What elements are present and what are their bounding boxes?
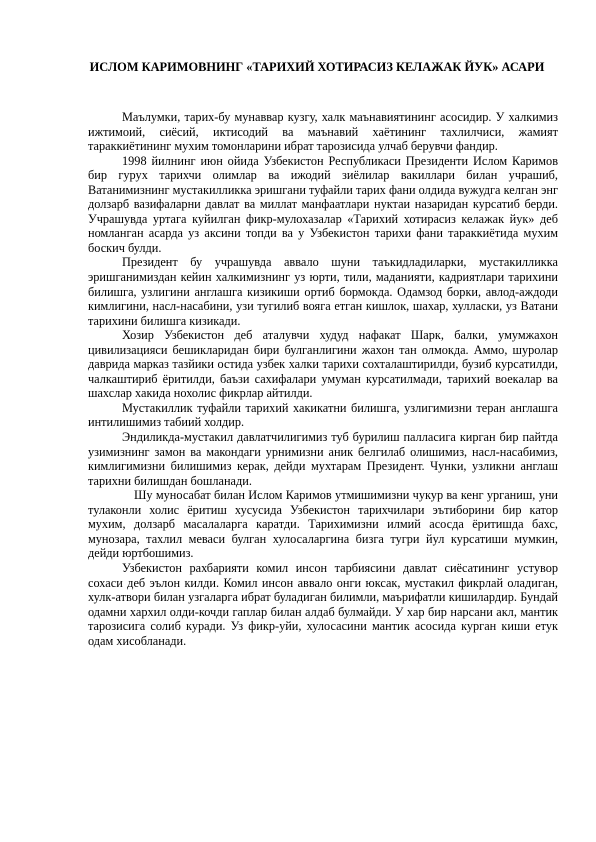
paragraph: Узбекистон рахбарияти комил инсон тарбиясини давлат сиёсатининг устувор сохаси деб эълон килди. Комил инсон аввало онги юксак, мустакил фикрлай оладиган, хулк-атвори билан узгаларга ибрат буладиган билимли, маърифатли кишилардир. Бундай одамни хархил олди-кочди гаплар билан алдаб булмайди. У хар бир нарсани акл, мантик тарозисига солиб куради. Уз фикр-уйи, хулосасини мантик асосида курган киши етук одам хисобланади.: [88, 560, 558, 648]
paragraph: Мустакиллик туфайли тарихий хакикатни билишга, узлигимизни теран англашга интилишимиз табиий холдир.: [88, 400, 558, 430]
document-title: ИСЛОМ КАРИМОВНИНГ «ТАРИХИЙ ХОТИРАСИЗ КЕЛАЖАК ЙУК» АСАРИ: [89, 60, 545, 74]
paragraph: Маълумки, тарих-бу мунаввар кузгу, халк маънавиятининг асосидир. У халкимиз ижтимоий, сиёсий, иктисодий ва маънавий хаётининг тахлилчиси, жамият тараккиётининг мухим томонларини ибрат тарозисида улчаб берувчи фандир.: [88, 110, 558, 154]
paragraph: Эндиликда-мустакил давлатчилигимиз туб бурилиш палласига кирган бир пайтда узимизнинг замон ва макондаги урнимизни аник белгилаб олишимиз, насл-насабимиз, кимлигимизни билишимиз керак, дейди мухтарам Президент. Чунки, узликни англаш тарихни билишдан бошланади.: [88, 430, 558, 488]
paragraph: 1998 йилнинг июн ойида Узбекистон Республикаси Президенти Ислом Каримов бир гурух тарихчи олимлар ва ижодий зиёлилар вакиллари билан учрашиб, Ватанимизнинг мустакилликка эришгани туфайли тарих фани олдида вужудга келган энг долзарб вазифаларни давлат ва миллат манфаатлари нуктаи назаридан курсатиб берди. Учрашувда уртага куйилган фикр-мулохазалар «Тарихий хотирасиз келажак йук» деб номланган асарда уз аксини топди ва у Узбекистон тарихи фани тараккиётида мухим боскич булди.: [88, 153, 558, 255]
paragraph: Шу муносабат билан Ислом Каримов утмишимизни чукур ва кенг урганиш, уни тулаконли холис ёритиш хусусида Узбекистон тарихчилари эътиборини бир катор мухим, долзарб масалаларга каратди. Тарихимизни илмий асосда ёритишда бахс, мунозара, тахлил меваси булган хулосаларгина бизга тугри йул курсатиши мумкин, дейди юртбошимиз.: [88, 488, 558, 561]
paragraph: Хозир Узбекистон деб аталувчи худуд нафакат Шарк, балки, умумжахон цивилизацияси бешикларидан бири булганлигини жахон тан олмокда. Аммо, шуролар даврида марказ тазйики остида узбек халки тарихи сохталаштирилди, бузиб курсатилди, чалкаштириб ёритилди, баъзи сахифалари умуман курсатилмади, тарихий воекалар ва шахслар хакида нохолис фикрлар айтилди.: [88, 328, 558, 401]
document-body: [88, 110, 558, 648]
paragraph: Президент бу учрашувда аввало шуни таъкидладиларки, мустакилликка эришганимиздан кейин халкимизнинг уз юрти, тили, маданияти, кадриятлари тарихини билишга, узлигини англашга кизикиши ортиб бормокда. Одамзод борки, авлод-аждоди кимлигини, насл-насабини, узи тугилиб вояга етган кишлок, шахар, хулласки, уз Ватани тарихини билишга кизикади.: [88, 255, 558, 328]
